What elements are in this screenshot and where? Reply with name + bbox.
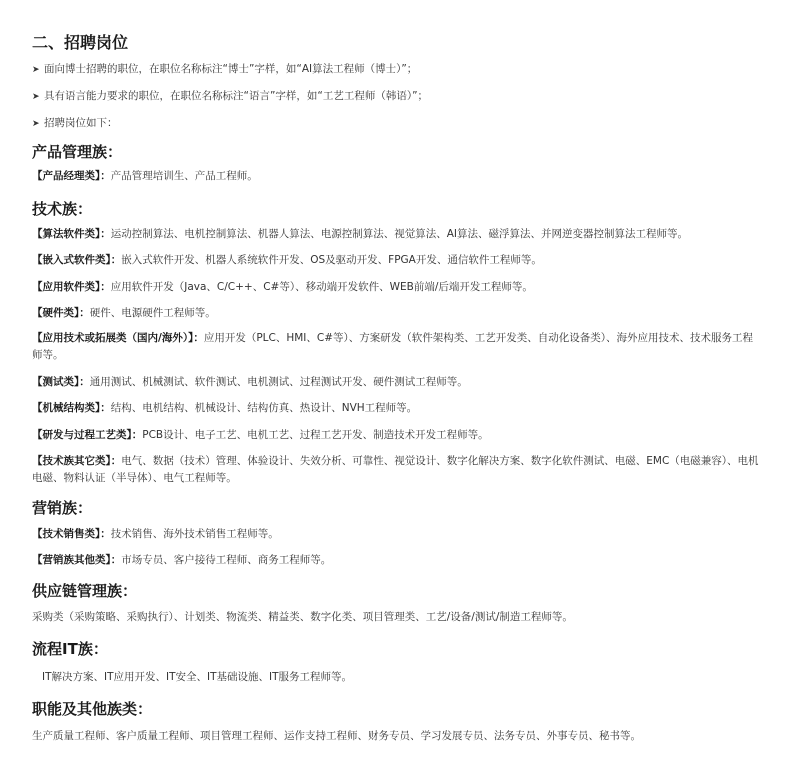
category-text: PCB设计、电子工艺、电机工艺、过程工艺开发、制造技术开发工程师等。 bbox=[142, 429, 489, 441]
row-function: 生产质量工程师、客户质量工程师、项目管理工程师、运作支持工程师、财务专员、学习发展专员、法务专员、外事专员、秘书等。 bbox=[32, 730, 641, 742]
section-title: 二、招聘岗位 bbox=[32, 33, 129, 52]
row-embedded-software bbox=[32, 252, 762, 269]
row-application-software bbox=[32, 279, 762, 296]
row-tech-sales bbox=[32, 526, 762, 543]
category-label: 【嵌入式软件类】： bbox=[32, 254, 122, 266]
category-text: 通用测试、机械测试、软件测试、电机测试、过程测试开发、硬件测试工程师等。 bbox=[89, 376, 468, 388]
row-process-engineering bbox=[32, 427, 762, 444]
note-text: 具有语言能力要求的职位，在职位名称标注“语言”字样，如“工艺工程师（韩语）”； bbox=[44, 90, 429, 102]
family-title-function: 职能及其他族类： bbox=[32, 700, 153, 718]
family-title-product: 产品管理族： bbox=[32, 143, 123, 161]
category-label: 【技术销售类】： bbox=[32, 528, 111, 540]
arrow-bullet-icon: ➤ bbox=[32, 92, 40, 102]
category-label: 【研发与过程工艺类】： bbox=[32, 429, 143, 441]
category-text: 应用软件开发（Java、C/C++、C#等）、移动端开发软件、WEB前端/后端开发工程师等。 bbox=[110, 281, 533, 293]
category-label: 【产品经理类】： bbox=[32, 170, 111, 182]
row-process-it: IT解决方案、IT应用开发、IT安全、IT基础设施、IT服务工程师等。 bbox=[42, 671, 353, 683]
family-title-process-it: 流程IT族： bbox=[32, 640, 108, 658]
category-label: 【硬件类】： bbox=[32, 307, 90, 319]
category-label: 【技术族其它类】： bbox=[32, 455, 122, 467]
category-text: 电气、数据（技术）管理、体验设计、失效分析、可靠性、视觉设计、数字化解决方案、数字化软件测试、电磁、EMC（电磁兼容）、电机电磁、物料认证（半导体）、电气工程师等。 bbox=[32, 455, 759, 484]
row-supply-chain: 采购类（采购策略、采购执行）、计划类、物流类、精益类、数字化类、项目管理类、工艺/设备/测试/制造工程师等。 bbox=[32, 611, 573, 623]
row-marketing-other bbox=[32, 552, 762, 569]
category-text: 技术销售、海外技术销售工程师等。 bbox=[110, 528, 279, 540]
note-text: 招聘岗位如下： bbox=[44, 117, 118, 129]
family-title-marketing: 营销族： bbox=[32, 499, 93, 517]
row-testing bbox=[32, 374, 762, 391]
category-label: 【算法软件类】： bbox=[32, 228, 111, 240]
note-phd bbox=[32, 61, 417, 76]
note-text: 面向博士招聘的职位，在职位名称标注“博士”字样，如“AI算法工程师（博士）”； bbox=[44, 63, 418, 75]
family-title-tech: 技术族： bbox=[32, 200, 93, 218]
arrow-bullet-icon: ➤ bbox=[32, 65, 40, 75]
category-label: 【测试类】： bbox=[32, 376, 90, 388]
arrow-bullet-icon: ➤ bbox=[32, 119, 40, 129]
row-application-tech bbox=[32, 330, 762, 364]
category-text: 硬件、电源硬件工程师等。 bbox=[89, 307, 216, 319]
category-label: 【机械结构类】： bbox=[32, 402, 111, 414]
note-language bbox=[32, 88, 428, 103]
category-label: 【营销族其他类】： bbox=[32, 554, 122, 566]
category-text: 结构、电机结构、机械设计、结构仿真、热设计、NVH工程师等。 bbox=[110, 402, 418, 414]
row-algorithm-software bbox=[32, 226, 762, 243]
category-label: 【应用软件类】： bbox=[32, 281, 111, 293]
category-text: 产品管理培训生、产品工程师。 bbox=[110, 170, 258, 182]
category-text: 运动控制算法、电机控制算法、机器人算法、电源控制算法、视觉算法、AI算法、磁浮算法、并网逆变器控制算法工程师等。 bbox=[110, 228, 689, 240]
row-product-manager bbox=[32, 168, 762, 185]
row-hardware bbox=[32, 305, 762, 322]
category-label: 【应用技术或拓展类（国内/海外）】： bbox=[32, 332, 204, 344]
category-text: 市场专员、客户接待工程师、商务工程师等。 bbox=[121, 554, 332, 566]
category-text: 嵌入式软件开发、机器人系统软件开发、OS及驱动开发、FPGA开发、通信软件工程师等。 bbox=[121, 254, 542, 266]
note-positions bbox=[32, 115, 118, 130]
category-text: 应用开发（PLC、HMI、C#等）、方案研发（软件架构类、工艺开发类、自动化设备类）、海外应用技术、技术服务工程师等。 bbox=[32, 332, 754, 361]
row-mechanical bbox=[32, 400, 762, 417]
family-title-supply-chain: 供应链管理族： bbox=[32, 582, 138, 600]
row-tech-other bbox=[32, 453, 762, 487]
